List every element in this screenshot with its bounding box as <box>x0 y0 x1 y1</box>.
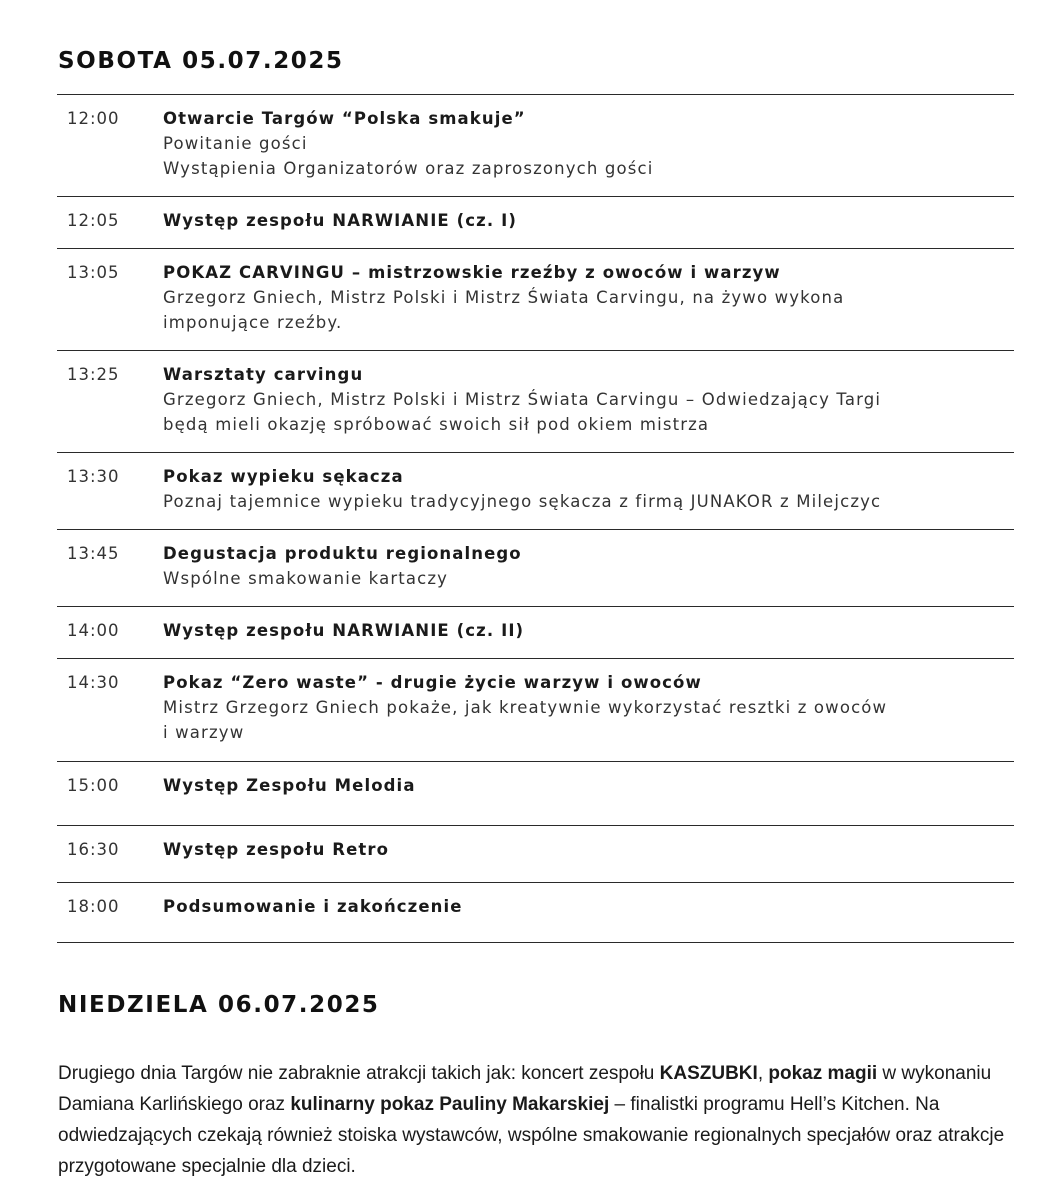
schedule-row <box>57 453 1014 530</box>
event-time: 13:25 <box>67 365 120 384</box>
event-content <box>163 209 1014 248</box>
description-highlight: KASZUBKI <box>659 1063 758 1084</box>
event-title: Występ Zespołu Melodia <box>163 776 416 795</box>
event-description-line: Powitanie gości <box>163 134 308 153</box>
event-time: 14:30 <box>67 673 120 692</box>
schedule-row <box>57 95 1014 197</box>
event-time: 13:45 <box>67 544 120 563</box>
event-description-line: będą mieli okazję spróbować swoich sił pod okiem mistrza <box>163 415 710 434</box>
schedule-row <box>57 249 1014 351</box>
schedule-row <box>57 197 1014 249</box>
event-title: Występ zespołu Retro <box>163 840 390 859</box>
event-description-line: Mistrz Grzegorz Gniech pokaże, jak kreatywnie wykorzystać resztki z owoców <box>163 698 888 717</box>
description-text: – finalistki programu Hell’s Kitchen. Na odwiedzających czekają również stoiska wystawców, wspólne smakowanie regionalnych specjałów oraz atrakcje przygotowane specjalnie dla dzieci. <box>58 1094 1005 1177</box>
schedule-row <box>57 762 1014 826</box>
event-content <box>163 107 1014 196</box>
event-time: 14:00 <box>67 621 120 640</box>
event-description-line: Poznaj tajemnice wypieku tradycyjnego sękacza z firmą JUNAKOR z Milejczyc <box>163 492 882 511</box>
event-title: Pokaz “Zero waste” - drugie życie warzyw i owoców <box>163 673 702 692</box>
event-description-line: Wystąpienia Organizatorów oraz zaproszonych gości <box>163 159 654 178</box>
description-highlight: kulinarny pokaz Pauliny Makarskiej <box>290 1094 610 1115</box>
event-content <box>163 619 1014 658</box>
saturday-schedule-table <box>57 94 1014 943</box>
event-description-line: imponujące rzeźby. <box>163 313 343 332</box>
event-time: 12:05 <box>67 211 120 230</box>
event-title: Degustacja produktu regionalnego <box>163 544 522 563</box>
saturday-heading: SOBOTA 05.07.2025 <box>58 48 344 74</box>
event-content <box>163 671 1014 761</box>
event-description-line: i warzyw <box>163 723 245 742</box>
event-content <box>163 261 1014 350</box>
event-content <box>163 895 1014 942</box>
event-content <box>163 774 1014 825</box>
event-title: Pokaz wypieku sękacza <box>163 467 404 486</box>
event-title: Warsztaty carvingu <box>163 365 364 384</box>
description-text: Drugiego dnia Targów nie zabraknie atrakcji takich jak: koncert zespołu <box>58 1063 660 1084</box>
event-content <box>163 542 1014 606</box>
schedule-row <box>57 607 1014 659</box>
event-title: Otwarcie Targów “Polska smakuje” <box>163 109 526 128</box>
schedule-row <box>57 826 1014 883</box>
event-description-line: Grzegorz Gniech, Mistrz Polski i Mistrz Świata Carvingu – Odwiedzający Targi <box>163 390 882 409</box>
description-text: w wykonaniu Damiana Karlińskiego oraz <box>58 1063 992 1115</box>
event-content <box>163 465 1014 529</box>
event-title: POKAZ CARVINGU – mistrzowskie rzeźby z owoców i warzyw <box>163 263 781 282</box>
schedule-row <box>57 883 1014 943</box>
description-text: , <box>757 1063 769 1084</box>
sunday-heading: NIEDZIELA 06.07.2025 <box>58 992 380 1018</box>
event-description-line: Wspólne smakowanie kartaczy <box>163 569 449 588</box>
schedule-row <box>57 659 1014 762</box>
schedule-row <box>57 530 1014 607</box>
sunday-description <box>58 1058 1018 1182</box>
event-time: 18:00 <box>67 897 120 916</box>
event-content <box>163 838 1014 882</box>
event-time: 12:00 <box>67 109 120 128</box>
event-title: Występ zespołu NARWIANIE (cz. II) <box>163 621 525 640</box>
event-time: 13:30 <box>67 467 120 486</box>
description-highlight: pokaz magii <box>768 1063 878 1084</box>
event-time: 16:30 <box>67 840 120 859</box>
event-time: 13:05 <box>67 263 120 282</box>
event-time: 15:00 <box>67 776 120 795</box>
schedule-row <box>57 351 1014 453</box>
event-title: Występ zespołu NARWIANIE (cz. I) <box>163 211 517 230</box>
event-description-line: Grzegorz Gniech, Mistrz Polski i Mistrz Świata Carvingu, na żywo wykona <box>163 288 845 307</box>
event-title: Podsumowanie i zakończenie <box>163 897 463 916</box>
event-content <box>163 363 1014 452</box>
